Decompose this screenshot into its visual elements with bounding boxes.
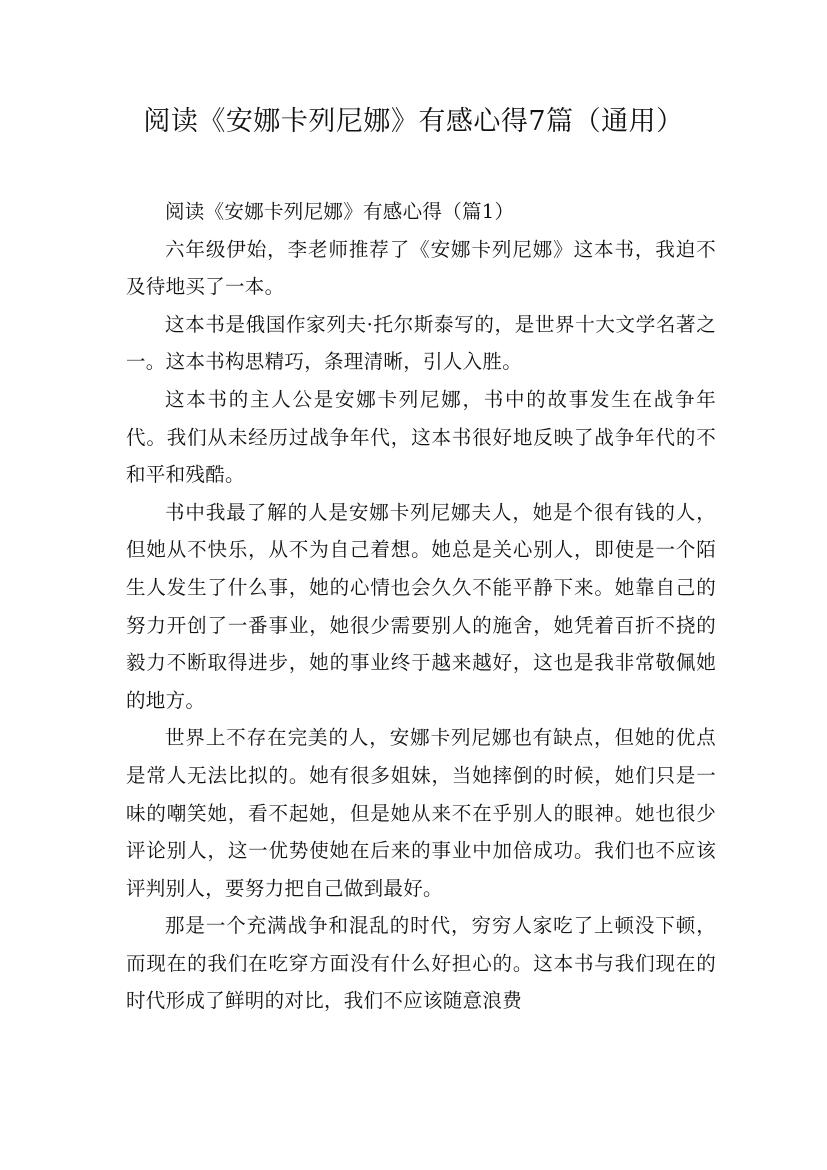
paragraph: 六年级伊始，李老师推荐了《安娜卡列尼娜》这本书，我迫不及待地买了一本。 [126, 237, 716, 299]
paragraph: 书中我最了解的人是安娜卡列尼娜夫人，她是个很有钱的人，但她从不快乐，从不为自己着想。她总是关心别人，即使是一个陌生人发生了什么事，她的心情也会久久不能平静下来。她靠自己的努力开创了一番事业，她很少需要别人的施舍，她凭着百折不挠的毅力不断取得进步，她的事业终于越来越好，这也是我非常敬佩她的地方。 [126, 500, 716, 712]
section-heading: 阅读《安娜卡列尼娜》有感心得（篇1） [165, 200, 515, 223]
paragraph: 这本书是俄国作家列夫·托尔斯泰写的，是世界十大文学名著之一。这本书构思精巧，条理清晰，引人入胜。 [126, 312, 716, 374]
document-body [126, 193, 716, 1020]
paragraph: 这本书的主人公是安娜卡列尼娜，书中的故事发生在战争年代。我们从未经历过战争年代，这本书很好地反映了战争年代的不和平和残酷。 [126, 387, 716, 487]
document-title: 阅读《安娜卡列尼娜》有感心得7篇（通用） [143, 106, 684, 137]
paragraph: 世界上不存在完美的人，安娜卡列尼娜也有缺点，但她的优点是常人无法比拟的。她有很多姐妹，当她摔倒的时候，她们只是一味的嘲笑她，看不起她，但是她从来不在乎别人的眼神。她也很少评论别人，这一优势使她在后来的事业中加倍成功。我们也不应该评判别人，要努力把自己做到最好。 [126, 726, 716, 900]
paragraph: 那是一个充满战争和混乱的时代，穷穷人家吃了上顿没下顿，而现在的我们在吃穿方面没有什么好担心的。这本书与我们现在的时代形成了鲜明的对比，我们不应该随意浪费 [126, 914, 716, 1013]
